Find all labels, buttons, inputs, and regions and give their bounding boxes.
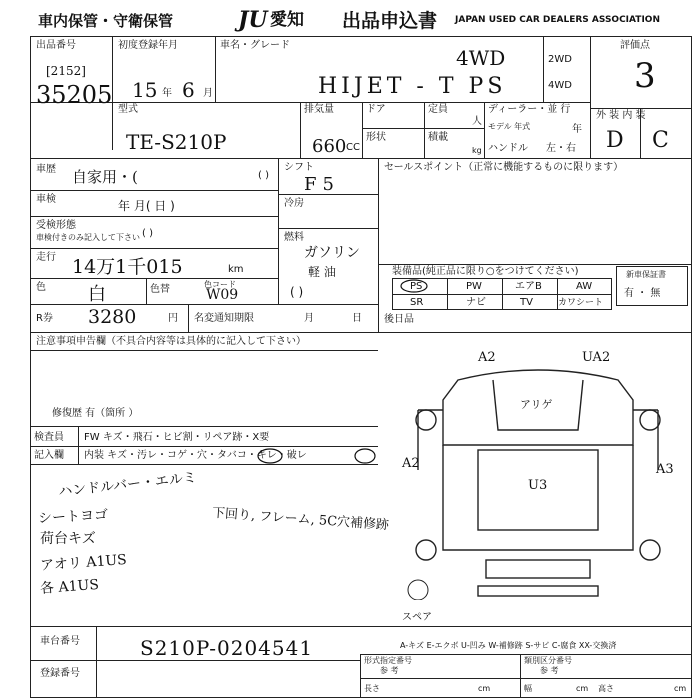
rear-items-label: 後日品	[384, 314, 414, 325]
diagram-u3: U3	[528, 478, 548, 493]
ju-logo: JU	[238, 7, 268, 33]
color-code-label: 色コード	[204, 280, 236, 289]
reg-month-value: 6	[182, 78, 195, 102]
maintenance-paren: ( )	[142, 228, 153, 239]
displacement-value: 660	[312, 136, 347, 157]
warranty-options: 有 ・ 無	[624, 288, 661, 299]
entry-label: 記入欄	[34, 450, 64, 461]
classification-label: 類別区分番号	[524, 656, 572, 665]
sales-point-label: セールスポイント（正常に機能するものに限ります）	[384, 162, 624, 173]
diagram-a3: A3	[656, 462, 674, 477]
equipment-leather: カワシート	[558, 298, 604, 308]
shift-label: シフト	[284, 162, 314, 173]
fuel-paren: ( )	[290, 285, 304, 299]
name-change-month: 月	[304, 313, 314, 324]
mileage-value: 14万1千015	[72, 256, 183, 278]
note-line-6: 下回り, フレーム, 5C穴補修跡	[211, 505, 390, 534]
model-year-unit: 年	[572, 124, 582, 135]
score-value: 3	[634, 56, 656, 96]
equipment-aw: AW	[576, 281, 593, 292]
model-grade-label: 車名・グレード	[220, 40, 290, 51]
storage-tag: 車内保管・守衛保管	[38, 12, 174, 30]
lot-number-value: 35205	[36, 81, 113, 109]
logo-region: 愛知	[270, 10, 304, 30]
length-cm: cm	[478, 684, 491, 693]
length-label: 長さ	[364, 684, 380, 693]
shape-label: 形状	[366, 132, 386, 143]
history-label: 車歴	[36, 164, 56, 175]
history-value: 自家用・(	[72, 168, 138, 186]
english-title: JAPAN USED CAR DEALERS ASSOCIATION	[455, 15, 660, 25]
interior-exterior-label: 外 装 内 装	[596, 110, 646, 121]
name-change-label: 名変通知期限	[194, 313, 254, 324]
ps-circle-mark	[398, 278, 430, 294]
equipment-pw: PW	[466, 281, 482, 292]
repair-history: 修復歴 有（箇所 ）	[52, 408, 139, 419]
note-line-2: シートヨゴ	[37, 507, 109, 527]
new-car-warranty-label: 新車保証書	[626, 270, 666, 279]
lot-number-label: 出品番号	[36, 40, 76, 51]
chassis-number-label: 車台番号	[40, 636, 80, 647]
chassis-number-value: S210P-0204541	[140, 636, 314, 660]
width-label: 幅	[524, 684, 532, 693]
damage-legend: A-キズ E-エクボ U-凹み W-補修跡 S-サビ C-腐食 XX-交換済	[400, 641, 617, 650]
maintenance-label: 受検形態	[36, 220, 76, 231]
model-spec-label: 形式指定番号	[364, 656, 412, 665]
drive-value: 4WD	[456, 46, 506, 70]
reg-year-value: 15	[132, 78, 158, 102]
door-label: ドア	[366, 104, 386, 115]
left-right: 左・右	[546, 143, 576, 154]
interior-grade-value: C	[652, 128, 669, 153]
equipment-tv: TV	[520, 297, 533, 308]
name-change-day: 日	[352, 313, 362, 324]
model-code-value: TE-S210P	[126, 130, 227, 154]
handle-label: ハンドル	[488, 143, 528, 154]
equipment-sr: SR	[410, 297, 424, 308]
equipment-navi: ナビ	[466, 297, 486, 308]
first-registration-label: 初度登録年月	[118, 40, 178, 51]
interior-line: 内装 キズ・汚レ・コゲ・穴・タバコ・キレ・破レ	[84, 450, 307, 461]
fuel-label: 燃料	[284, 232, 304, 243]
reference-label-2: 参 考	[540, 666, 559, 675]
reference-label-1: 参 考	[380, 666, 399, 675]
note-line-4: アオリ A1US	[39, 551, 128, 575]
shaken-detail: 年 月( 日 )	[118, 199, 175, 213]
cc-unit: CC	[346, 142, 360, 153]
kg-unit: kg	[472, 146, 482, 155]
height-label: 高さ	[598, 684, 614, 693]
exterior-grade-value: D	[606, 128, 624, 153]
maintenance-sub: 車検付きのみ記入して下さい	[36, 233, 140, 242]
exterior-line: FW キズ・飛石・ヒビ割・リペア跡・X要	[84, 432, 270, 443]
mileage-unit: km	[228, 264, 244, 275]
width-cm: cm	[576, 684, 589, 693]
color-code-value: W09	[206, 287, 239, 303]
score-label: 評価点	[620, 40, 650, 51]
note-line-5: 各 A1US	[39, 576, 100, 598]
month-kanji: 月	[203, 88, 213, 99]
load-label: 積載	[428, 132, 448, 143]
interior-circle-marks	[240, 446, 380, 466]
recycle-label: R券	[36, 313, 53, 324]
equipment-header: 装備品(純正品に限り○をつけてください)	[392, 266, 579, 277]
note-line-3: 荷台キズ	[40, 531, 96, 547]
year-kanji: 年	[162, 88, 172, 99]
history-paren: ( )	[258, 170, 269, 181]
drive-4wd: 4WD	[548, 80, 572, 91]
color-change-label: 色替	[150, 284, 170, 295]
inspector-label: 検査員	[34, 432, 64, 443]
fuel-value: ガソリン	[304, 245, 360, 261]
cooler-label: 冷房	[284, 198, 304, 209]
equipment-ps: PS	[410, 281, 423, 292]
note-line-1: ハンドルバー・エルミ	[57, 469, 198, 501]
drive-2wd: 2WD	[548, 54, 572, 65]
model-name-value: HIJET - T PS	[318, 74, 507, 99]
shaken-label: 車検	[36, 194, 56, 205]
diagram-a2-top: A2	[478, 350, 496, 365]
mileage-label: 走行	[36, 252, 56, 263]
registration-number-label: 登録番号	[40, 668, 80, 679]
fuel-light: 軽 油	[308, 265, 336, 279]
notes-header: 注意事項申告欄（不具合内容等は具体的に記入して下さい）	[36, 336, 306, 347]
form-title: 出品申込書	[342, 10, 438, 32]
capacity-label: 定員	[428, 104, 448, 115]
diagram-front-note: アリゲ	[520, 398, 553, 411]
spare-label: スペア	[402, 612, 432, 623]
color-value: 白	[88, 284, 106, 305]
recycle-amount: 3280	[88, 306, 137, 328]
diagram-ua2: UA2	[582, 350, 611, 365]
lot-sub-number: [2152]	[46, 64, 86, 78]
diagram-a2-side: A2	[402, 456, 420, 471]
vehicle-diagram	[398, 350, 678, 600]
model-year-label: モデル 年式	[488, 122, 531, 131]
color-label: 色	[36, 282, 46, 293]
yen-unit: 円	[168, 313, 178, 324]
displacement-label: 排気量	[304, 104, 334, 115]
model-type-label: 型式	[118, 104, 138, 115]
equipment-airbag: エアB	[515, 281, 542, 292]
height-cm: cm	[674, 684, 687, 693]
person-unit: 人	[472, 116, 482, 127]
shift-value: F5	[304, 174, 340, 195]
dealer-import-label: ディーラー・並 行	[488, 104, 571, 115]
